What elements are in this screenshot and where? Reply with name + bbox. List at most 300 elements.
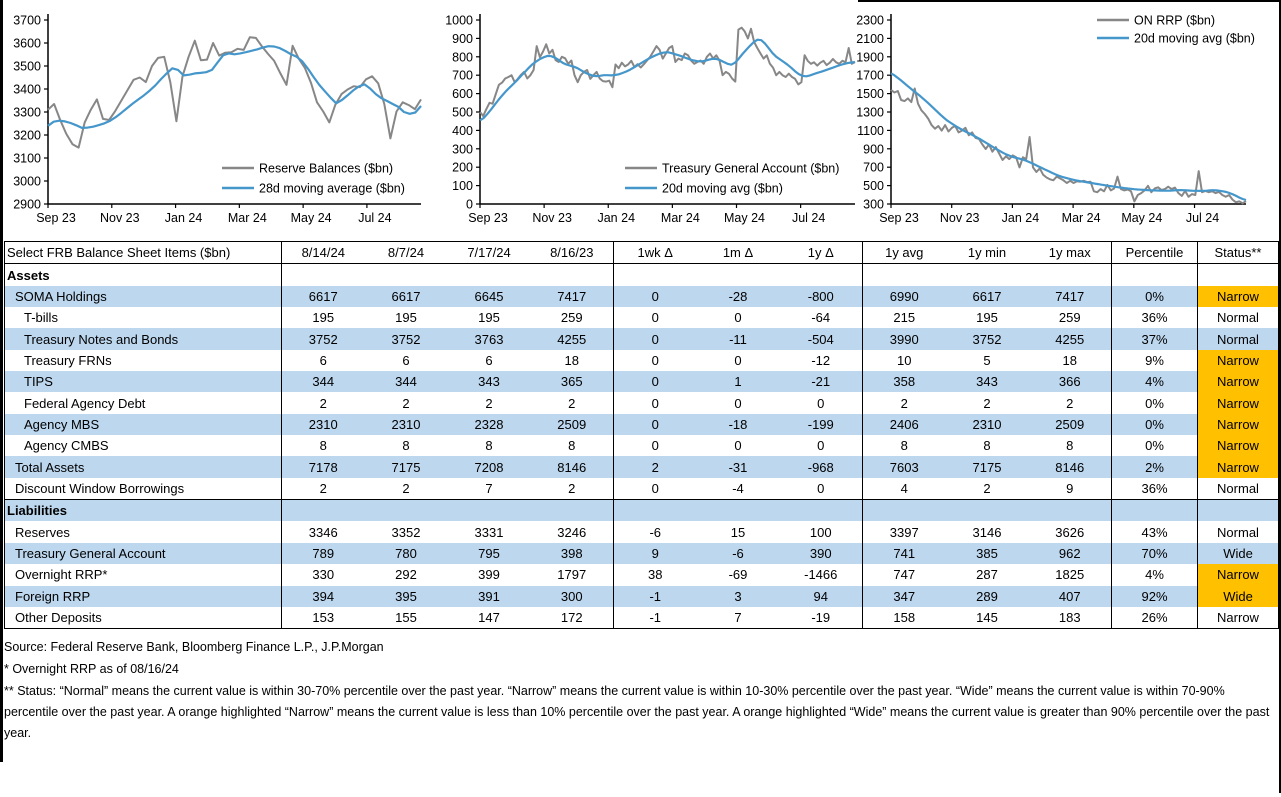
table-cell: -800 xyxy=(780,286,863,307)
status-cell: Narrow xyxy=(1198,350,1279,371)
y-tick-label: 300 xyxy=(863,197,884,212)
footnote-source: Source: Federal Reserve Bank, Bloomberg Finance L.P., J.P.Morgan xyxy=(4,640,384,654)
table-cell: 0% xyxy=(1112,414,1198,435)
series-line-0 xyxy=(891,89,1246,204)
table-cell xyxy=(697,500,780,522)
table-cell: 330 xyxy=(282,564,365,585)
table-cell xyxy=(365,264,448,286)
x-tick-label: Mar 24 xyxy=(1061,211,1101,225)
table-cell: 7175 xyxy=(946,456,1029,477)
table-cell: 741 xyxy=(863,543,946,564)
y-tick-label: 1900 xyxy=(856,50,884,65)
table-cell: 153 xyxy=(282,607,365,629)
table-cell: 300 xyxy=(531,586,614,607)
table-cell: 0% xyxy=(1112,286,1198,307)
table-cell xyxy=(863,500,946,522)
table-cell: 3331 xyxy=(474,524,504,540)
table-cell: 2% xyxy=(1112,456,1198,477)
table-cell: 2 xyxy=(402,480,410,496)
column-header: 8/14/24 xyxy=(282,242,365,264)
row-label: Liabilities xyxy=(5,500,282,522)
row-label: Treasury Notes and Bonds xyxy=(5,328,282,349)
table-cell: 183 xyxy=(1058,610,1081,626)
table-cell: 394 xyxy=(282,586,365,607)
table-cell: -64 xyxy=(811,310,831,326)
y-tick-label: 3600 xyxy=(13,36,41,51)
table-cell: 8 xyxy=(568,438,576,454)
y-tick-label: 800 xyxy=(452,50,473,65)
table-cell: 395 xyxy=(365,586,448,607)
row-label: Federal Agency Debt xyxy=(24,395,146,411)
table-cell: 5 xyxy=(983,352,991,368)
y-tick-label: 2900 xyxy=(13,197,41,212)
table-cell: 1 xyxy=(697,371,780,392)
row-label: Assets xyxy=(7,267,50,283)
status-cell: Narrow xyxy=(1198,607,1279,629)
table-cell: 259 xyxy=(560,310,583,326)
table-row xyxy=(5,435,1279,456)
table-cell: -1 xyxy=(614,607,697,629)
table-row xyxy=(5,607,1279,629)
table-cell xyxy=(448,264,531,286)
table-cell: 3752 xyxy=(365,328,448,349)
table-cell: 6 xyxy=(402,352,410,368)
y-tick-label: 2300 xyxy=(856,13,884,28)
x-tick-label: Nov 23 xyxy=(99,211,140,225)
table-cell: 4255 xyxy=(1029,328,1112,349)
table-cell: -21 xyxy=(780,371,863,392)
table-cell: 8 xyxy=(983,438,991,454)
y-tick-label: 400 xyxy=(452,123,473,138)
y-tick-label: 900 xyxy=(452,31,473,46)
x-tick-label: Jan 24 xyxy=(597,211,636,225)
footnote-status-definition: ** Status: “Normal” means the current value is within 30-70% percentile over the past year. “Narrow” means the current value is within 10-30% percentile over the past year. “Wide” means the current value is within 70-90% percentile over the past year. A orange highlighted “Narrow” means the current value is less than 10% percentile over the past year. A orange highlighted “Wide” means the current value is greater than 90% percentile over the past year. xyxy=(4,684,1270,740)
table-cell xyxy=(365,500,448,522)
legend-label: ON RRP ($bn) xyxy=(1134,13,1216,28)
table-cell: 8 xyxy=(282,435,365,456)
x-tick-label: Sep 23 xyxy=(36,211,76,225)
status-cell: Narrow xyxy=(1198,286,1279,307)
table-cell xyxy=(1029,500,1112,522)
column-header: 1y min xyxy=(946,242,1029,264)
table-cell: 6617 xyxy=(946,286,1029,307)
row-label: Treasury FRNs xyxy=(24,352,112,368)
table-cell: 9 xyxy=(1066,480,1074,496)
table-cell: 1797 xyxy=(557,567,587,583)
table-cell: 292 xyxy=(395,567,417,583)
status-cell xyxy=(1198,500,1279,522)
table-cell: 287 xyxy=(976,567,998,583)
table-cell: 3352 xyxy=(391,524,421,540)
table-cell: 10 xyxy=(863,350,946,371)
status-cell: Wide xyxy=(1198,543,1279,564)
table-cell: 2 xyxy=(983,480,991,496)
table-cell xyxy=(780,500,863,522)
table-cell: 195 xyxy=(395,310,417,326)
table-cell: 8146 xyxy=(531,456,614,477)
series-line-1 xyxy=(48,46,421,128)
table-cell xyxy=(531,264,614,286)
table-cell: 365 xyxy=(531,371,614,392)
status-cell: Narrow xyxy=(1198,371,1279,392)
row-label: Total Assets xyxy=(5,456,282,477)
table-cell: 1825 xyxy=(1055,567,1085,583)
table-cell: -6 xyxy=(614,521,697,542)
legend-label: Treasury General Account ($bn) xyxy=(662,161,840,176)
table-cell xyxy=(1029,264,1112,286)
table-cell: 6617 xyxy=(282,286,365,307)
table-cell: 3752 xyxy=(946,328,1029,349)
table-cell: -968 xyxy=(780,456,863,477)
table-cell: 15 xyxy=(730,524,746,540)
legend-label: 28d moving average ($bn) xyxy=(259,181,405,196)
table-cell: 795 xyxy=(448,543,531,564)
table-cell: 155 xyxy=(395,610,417,626)
y-tick-label: 3000 xyxy=(13,174,41,189)
table-row xyxy=(5,328,1279,349)
table-cell: -18 xyxy=(697,414,780,435)
status-cell: Narrow xyxy=(1198,435,1279,456)
y-tick-label: 3500 xyxy=(13,59,41,74)
table-cell: 0 xyxy=(734,438,742,454)
row-label: Agency MBS xyxy=(5,414,282,435)
treasury-general-account-chart xyxy=(432,4,856,236)
table-cell: 3626 xyxy=(1055,524,1085,540)
table-row xyxy=(5,586,1279,607)
table-cell: -12 xyxy=(811,352,831,368)
table-cell xyxy=(697,264,780,286)
table-cell: 407 xyxy=(1029,586,1112,607)
row-label: Treasury General Account xyxy=(5,543,282,564)
x-tick-label: May 24 xyxy=(724,211,765,225)
table-cell: -19 xyxy=(811,610,831,626)
table-cell: 145 xyxy=(976,610,998,626)
y-tick-label: 600 xyxy=(452,87,473,102)
table-cell: 2 xyxy=(568,480,576,496)
table-row xyxy=(5,564,1279,585)
status-cell: Wide xyxy=(1198,586,1279,607)
table-cell: 195 xyxy=(282,307,365,328)
x-tick-label: Jan 24 xyxy=(1001,211,1040,225)
table-cell: 7 xyxy=(734,610,742,626)
table-cell: 195 xyxy=(478,310,500,326)
table-cell: 70% xyxy=(1112,543,1198,564)
table-cell: 7208 xyxy=(448,456,531,477)
table-cell: 3397 xyxy=(863,521,946,542)
table-row xyxy=(5,456,1279,477)
y-tick-label: 3700 xyxy=(13,13,41,28)
table-cell xyxy=(1112,500,1198,522)
table-cell: 2509 xyxy=(1029,414,1112,435)
status-cell: Normal xyxy=(1198,307,1279,328)
table-row xyxy=(5,392,1279,413)
x-tick-label: Mar 24 xyxy=(660,211,700,225)
table-cell: 0 xyxy=(614,286,697,307)
table-cell: 26% xyxy=(1112,607,1198,629)
legend-label: Reserve Balances ($bn) xyxy=(259,161,394,176)
table-cell: 3 xyxy=(697,586,780,607)
table-cell: 4255 xyxy=(531,328,614,349)
table-cell: 289 xyxy=(946,586,1029,607)
table-cell: 2 xyxy=(1066,395,1074,411)
table-cell xyxy=(282,500,365,522)
legend-label: 20d moving avg ($bn) xyxy=(662,181,783,196)
on-rrp-chart xyxy=(856,4,1281,236)
table-cell: 3752 xyxy=(282,328,365,349)
status-cell: Normal xyxy=(1198,521,1279,542)
table-cell: 0% xyxy=(1112,435,1198,456)
status-cell xyxy=(1198,264,1279,286)
x-tick-label: Jul 24 xyxy=(791,211,826,225)
table-cell: 2 xyxy=(282,478,365,500)
y-tick-label: 2100 xyxy=(856,31,884,46)
reserve-balances-chart xyxy=(0,4,432,236)
table-cell: 7417 xyxy=(1029,286,1112,307)
table-cell: 343 xyxy=(946,371,1029,392)
table-cell: 0 xyxy=(734,352,742,368)
column-header: Select FRB Balance Sheet Items ($bn) xyxy=(5,242,282,264)
table-cell: 0 xyxy=(614,350,697,371)
table-cell: 399 xyxy=(478,567,500,583)
table-cell xyxy=(946,500,1029,522)
table-cell: 344 xyxy=(365,371,448,392)
table-cell: 0 xyxy=(817,480,825,496)
table-row xyxy=(5,478,1279,500)
table-cell: 390 xyxy=(780,543,863,564)
y-tick-label: 1500 xyxy=(856,87,884,102)
table-cell: -199 xyxy=(780,414,863,435)
charts-row xyxy=(0,4,1281,236)
column-header: 1wk Δ xyxy=(614,242,697,264)
table-cell: -504 xyxy=(780,328,863,349)
table-cell: 7603 xyxy=(863,456,946,477)
table-cell xyxy=(780,264,863,286)
status-cell: Narrow xyxy=(1198,414,1279,435)
table-cell: 259 xyxy=(1058,310,1081,326)
y-tick-label: 3400 xyxy=(13,82,41,97)
table-cell: 0 xyxy=(614,371,697,392)
table-cell: 9% xyxy=(1112,350,1198,371)
table-cell xyxy=(448,500,531,522)
x-tick-label: Nov 23 xyxy=(532,211,572,225)
table-cell: 18 xyxy=(564,352,579,368)
table-cell: -1466 xyxy=(804,567,838,583)
status-cell: Narrow xyxy=(1198,392,1279,413)
row-label: SOMA Holdings xyxy=(5,286,282,307)
table-cell: 6 xyxy=(485,352,493,368)
table-cell xyxy=(946,264,1029,286)
x-tick-label: Jul 24 xyxy=(1185,211,1220,225)
table-cell: 0 xyxy=(734,395,742,411)
table-cell: 358 xyxy=(863,371,946,392)
x-tick-label: Mar 24 xyxy=(227,211,267,225)
column-header: 7/17/24 xyxy=(448,242,531,264)
table-cell: 780 xyxy=(365,543,448,564)
table-cell: 2406 xyxy=(863,414,946,435)
column-header: 8/7/24 xyxy=(365,242,448,264)
y-tick-label: 900 xyxy=(863,142,884,157)
table-cell xyxy=(614,500,697,522)
y-tick-label: 100 xyxy=(452,179,473,194)
table-cell: 0 xyxy=(614,414,697,435)
table-cell: 37% xyxy=(1112,328,1198,349)
footnote-rrp-asof: * Overnight RRP as of 08/16/24 xyxy=(4,662,179,676)
table-cell: 2310 xyxy=(282,414,365,435)
table-cell: 147 xyxy=(478,610,500,626)
table-row xyxy=(5,350,1279,371)
table-header-row xyxy=(5,242,1279,264)
table-cell: 7175 xyxy=(365,456,448,477)
table-cell: -28 xyxy=(697,286,780,307)
table-cell: 2310 xyxy=(946,414,1029,435)
table-cell: 6 xyxy=(282,350,365,371)
y-tick-label: 500 xyxy=(452,105,473,120)
table-cell: 172 xyxy=(560,610,583,626)
table-cell: -69 xyxy=(728,567,748,583)
column-header: 1y avg xyxy=(863,242,946,264)
table-cell: 2 xyxy=(485,395,493,411)
table-row xyxy=(5,371,1279,392)
table-cell: 36% xyxy=(1112,478,1198,500)
table-cell: 0 xyxy=(614,307,697,328)
table-cell: 0 xyxy=(817,395,825,411)
y-tick-label: 1700 xyxy=(856,68,884,83)
table-row xyxy=(5,414,1279,435)
table-cell: 347 xyxy=(863,586,946,607)
table-cell: -1 xyxy=(614,586,697,607)
table-cell: 0 xyxy=(614,328,697,349)
table-cell: 7417 xyxy=(531,286,614,307)
table-cell: 789 xyxy=(282,543,365,564)
table-cell: 6617 xyxy=(365,286,448,307)
y-tick-label: 300 xyxy=(452,142,473,157)
table-cell: 8146 xyxy=(1029,456,1112,477)
table-cell: 2310 xyxy=(365,414,448,435)
status-cell: Normal xyxy=(1198,478,1279,500)
column-header: 1y max xyxy=(1029,242,1112,264)
table-cell: 4% xyxy=(1112,564,1198,585)
table-cell: 18 xyxy=(1062,352,1077,368)
table-cell: 8 xyxy=(863,435,946,456)
row-label: Discount Window Borrowings xyxy=(15,480,185,496)
table-cell: 2 xyxy=(282,392,365,413)
table-cell: 3246 xyxy=(557,524,587,540)
x-tick-label: Sep 23 xyxy=(468,211,508,225)
table-cell: 343 xyxy=(448,371,531,392)
table-cell: 7 xyxy=(485,480,493,496)
x-tick-label: Sep 23 xyxy=(879,211,919,225)
table-cell: 398 xyxy=(531,543,614,564)
table-cell: 344 xyxy=(282,371,365,392)
table-cell: 962 xyxy=(1029,543,1112,564)
x-tick-label: May 24 xyxy=(290,211,332,225)
table-cell: 2328 xyxy=(448,414,531,435)
table-cell: 2 xyxy=(614,456,697,477)
table-cell: 2 xyxy=(402,395,410,411)
table-cell xyxy=(863,264,946,286)
table-cell: 195 xyxy=(976,310,998,326)
table-cell: 0 xyxy=(817,438,825,454)
balance-sheet-table xyxy=(4,241,1279,629)
row-label: TIPS xyxy=(5,371,282,392)
table-row xyxy=(5,286,1279,307)
table-cell: 38 xyxy=(614,564,697,585)
table-cell: 0 xyxy=(614,478,697,500)
y-tick-label: 1000 xyxy=(445,13,473,28)
y-tick-label: 3300 xyxy=(13,105,41,120)
table-cell xyxy=(614,264,697,286)
row-label: Foreign RRP xyxy=(5,586,282,607)
y-tick-label: 200 xyxy=(452,160,473,175)
row-label: Agency CMBS xyxy=(24,438,109,454)
row-label: Overnight RRP* xyxy=(15,567,108,583)
status-cell: Narrow xyxy=(1198,456,1279,477)
table-cell: 0 xyxy=(614,435,697,456)
table-cell: 8 xyxy=(402,438,410,454)
y-tick-label: 0 xyxy=(466,197,473,212)
row-label: T-bills xyxy=(24,310,58,326)
table-cell: 158 xyxy=(863,607,946,629)
table-cell: 9 xyxy=(614,543,697,564)
column-header: Percentile xyxy=(1112,242,1198,264)
table-cell: 215 xyxy=(863,307,946,328)
table-cell: 0% xyxy=(1112,392,1198,413)
table-cell: 3346 xyxy=(282,521,365,542)
series-line-0 xyxy=(480,28,855,116)
table-cell: 94 xyxy=(780,586,863,607)
column-header: Status** xyxy=(1198,242,1279,264)
table-cell: 2 xyxy=(568,395,576,411)
table-row xyxy=(5,543,1279,564)
x-tick-label: Jan 24 xyxy=(164,211,203,225)
table-cell: -31 xyxy=(697,456,780,477)
table-cell: 8 xyxy=(485,438,493,454)
table-cell: 6645 xyxy=(448,286,531,307)
table-cell xyxy=(282,264,365,286)
row-label: Reserves xyxy=(15,524,70,540)
table-cell: 92% xyxy=(1112,586,1198,607)
table-cell xyxy=(531,500,614,522)
table-cell: 6990 xyxy=(863,286,946,307)
column-header: 8/16/23 xyxy=(531,242,614,264)
y-tick-label: 1100 xyxy=(857,123,884,138)
table-cell: 8 xyxy=(1066,438,1074,454)
legend-label: 20d moving avg ($bn) xyxy=(1134,31,1255,46)
table-cell: 0 xyxy=(734,310,742,326)
table-row xyxy=(5,307,1279,328)
table-cell: -11 xyxy=(697,328,780,349)
column-header: 1m Δ xyxy=(697,242,780,264)
table-cell: 3763 xyxy=(448,328,531,349)
column-header: 1y Δ xyxy=(780,242,863,264)
table-cell: 2509 xyxy=(531,414,614,435)
table-cell: 100 xyxy=(809,524,832,540)
table-cell: -6 xyxy=(697,543,780,564)
table-cell: 747 xyxy=(863,564,946,585)
table-cell: 4% xyxy=(1112,371,1198,392)
table-cell: 3990 xyxy=(863,328,946,349)
table-row xyxy=(5,500,1279,522)
table-cell: 36% xyxy=(1112,307,1198,328)
y-tick-label: 700 xyxy=(863,160,884,175)
y-tick-label: 700 xyxy=(452,68,473,83)
table-cell: 366 xyxy=(1029,371,1112,392)
table-cell: 3146 xyxy=(972,524,1002,540)
page-top-border xyxy=(858,0,1281,2)
status-cell: Normal xyxy=(1198,328,1279,349)
table-cell: 43% xyxy=(1112,521,1198,542)
table-cell: 2 xyxy=(983,395,991,411)
